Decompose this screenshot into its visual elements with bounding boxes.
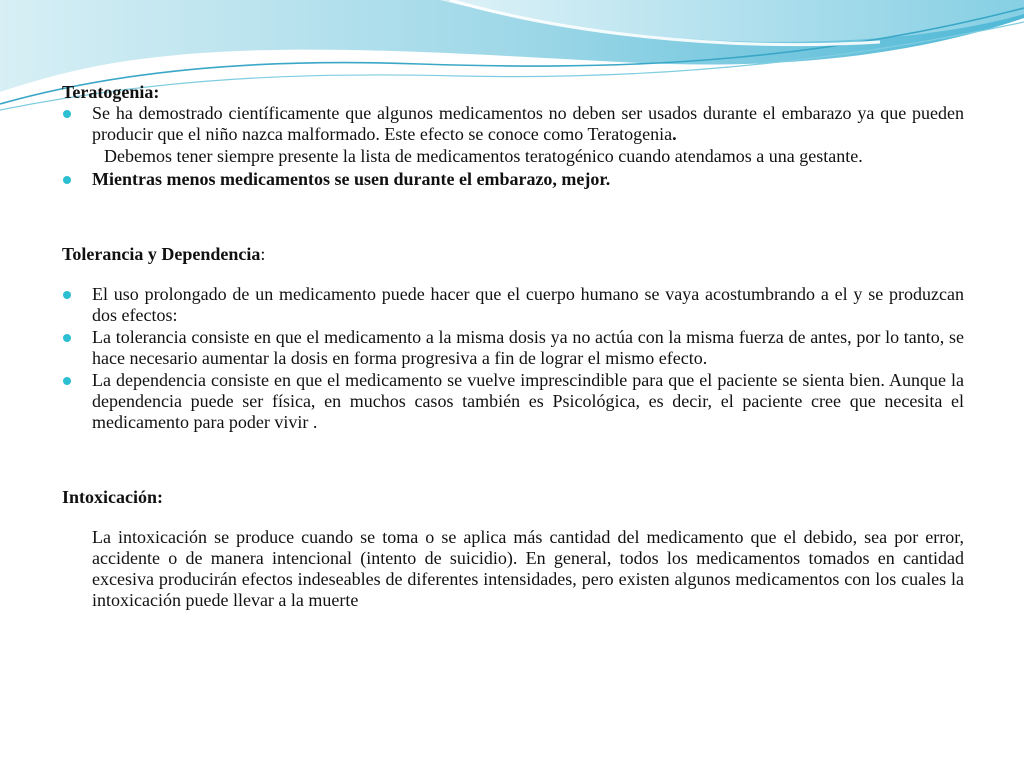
spacer bbox=[62, 265, 964, 284]
bullet-text-suffix: . bbox=[672, 124, 677, 144]
bullet-text: Se ha demostrado científicamente que algunos medicamentos no deben ser usados durante el embarazo ya que pueden producir que el niño nazca malformado. Este efecto se conoce como Teratogenia bbox=[92, 103, 964, 144]
bullet-icon bbox=[63, 291, 71, 299]
list-item bbox=[62, 169, 964, 190]
section-heading-tolerancia bbox=[62, 244, 964, 265]
tolerancia-list bbox=[62, 284, 964, 433]
bullet-icon bbox=[63, 176, 71, 184]
bullet-text: Mientras menos medicamentos se usen durante el embarazo, mejor. bbox=[92, 169, 611, 189]
intoxicacion-paragraph bbox=[62, 527, 964, 611]
heading-suffix: : bbox=[260, 244, 266, 264]
section-heading-teratogenia: Teratogenia: bbox=[62, 82, 160, 102]
teratogenia-list-2 bbox=[62, 169, 964, 190]
list-item bbox=[62, 370, 964, 433]
slide-content bbox=[62, 82, 964, 611]
bullet-icon bbox=[63, 334, 71, 342]
list-item bbox=[62, 327, 964, 369]
spacer bbox=[62, 434, 964, 487]
paragraph-text: La intoxicación se produce cuando se toma o se aplica más cantidad del medicamento que el debido, sea por error, accidente o de manera intencional (intento de suicidio). En general, todos los medicamentos tomados en cantidad excesiva producirán efectos indeseables de diferentes intensidades, pero existen algunos medicamentos con los cuales la intoxicación puede llevar a la muerte bbox=[92, 527, 964, 610]
bullet-text: El uso prolongado de un medicamento puede hacer que el cuerpo humano se vaya acostumbrando a el y se produzcan dos efectos: bbox=[92, 284, 964, 325]
section-heading-intoxicacion: Intoxicación: bbox=[62, 487, 163, 507]
bullet-icon bbox=[63, 377, 71, 385]
bullet-text: La tolerancia consiste en que el medicamento a la misma dosis ya no actúa con la misma fuerza de antes, por lo tanto, se hace necesario aumentar la dosis en forma progresiva a fin de lograr el mismo efecto. bbox=[92, 327, 964, 368]
spacer bbox=[62, 508, 964, 527]
paragraph-text: Debemos tener siempre presente la lista de medicamentos teratogénico cuando atendamos a una gestante. bbox=[104, 146, 863, 166]
teratogenia-list bbox=[62, 103, 964, 145]
list-item bbox=[62, 284, 964, 326]
bullet-text: La dependencia consiste en que el medicamento se vuelve imprescindible para que el paciente se sienta bien. Aunque la dependencia puede ser física, en muchos casos también es Psicológica, es decir, el paciente cree que necesita el medicamento para poder vivir . bbox=[92, 370, 964, 432]
spacer bbox=[62, 191, 964, 244]
list-item bbox=[62, 103, 964, 145]
bullet-icon bbox=[63, 110, 71, 118]
heading-text: Tolerancia y Dependencia bbox=[62, 244, 261, 264]
teratogenia-paragraph bbox=[62, 146, 964, 167]
